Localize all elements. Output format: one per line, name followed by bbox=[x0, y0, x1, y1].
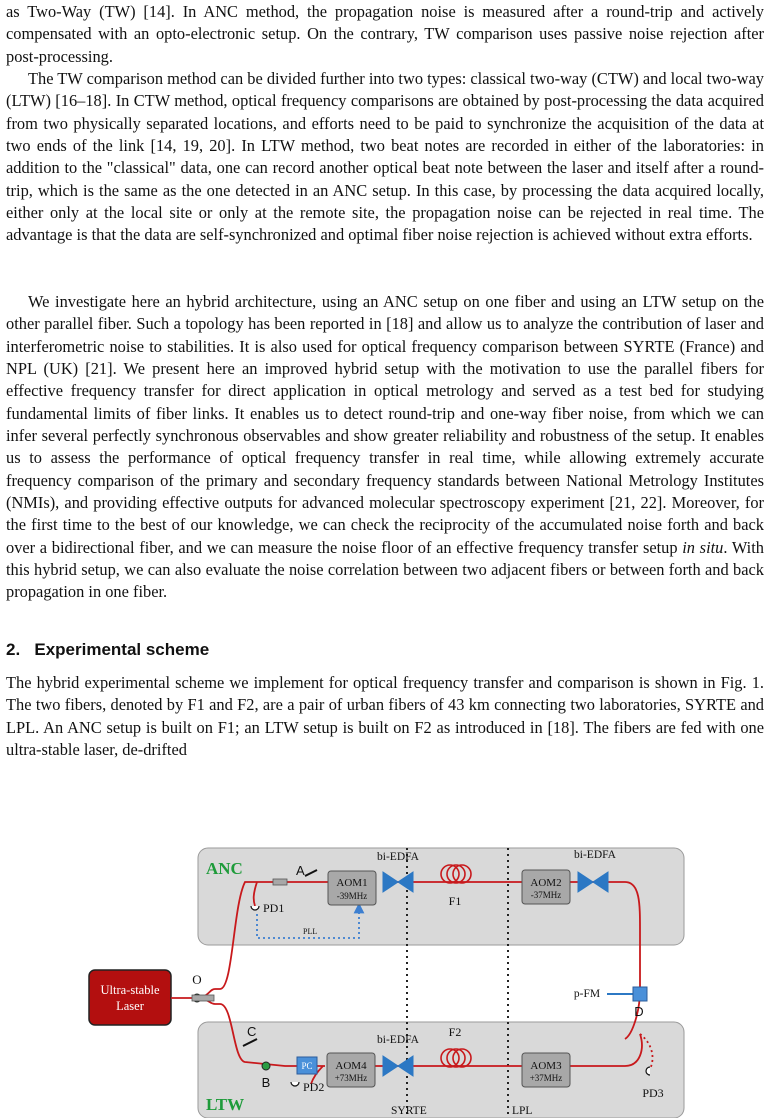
pd2-label: PD2 bbox=[303, 1080, 325, 1094]
ltw-panel bbox=[198, 1022, 684, 1118]
pd1-icon bbox=[251, 906, 259, 910]
paragraph-experimental-scheme: The hybrid experimental scheme we implement for optical frequency transfer and comparison is shown in Fig. 1. The two fibers, denoted by F1 and F2, are a pair of urban fibers of 43 km connecting two laboratories, SYRTE and LPL. An ANC setup is built on F1; an LTW setup is built on F2 as introduced in [18]. The fibers are fed with one ultra-stable laser, de-drifted bbox=[6, 673, 764, 760]
paragraph-tw-methods: The TW comparison method can be divided further into two types: classical two-way (CTW) and local two-way (LTW) [16–18]. In CTW method, optical frequency comparisons are obtained by post-processing the data acquired from two physically separated locations, and efforts need to be paid to synchronize the acquisition of the data at two ends of the link [14, 19, 20]. In LTW method, two beat notes are recorded in either of the laboratories: in addition to the "classical" data, one can record another optical beat note between the laser and itself after a round-trip, which is the same as the one detected in an ANC setup. In this case, by processing the data acquired locally, either only at the local site or only at the remote site, the propagation noise can be rejected in real time. The advantage is that the data are self-synchronized and optimal fiber noise rejection is achieved without extra efforts. bbox=[6, 69, 764, 245]
setup-diagram bbox=[85, 834, 685, 1118]
anc-label: ANC bbox=[206, 859, 243, 878]
section-heading bbox=[6, 640, 209, 660]
laser-label-line2: Laser bbox=[116, 999, 144, 1013]
aom2-freq: -37MHz bbox=[530, 890, 562, 900]
f2-label: F2 bbox=[448, 1025, 462, 1039]
aom2-label: AOM2 bbox=[530, 877, 562, 889]
pfm-label: p-FM bbox=[573, 988, 601, 1000]
coupler-o-block bbox=[192, 995, 214, 1001]
edfa-ltw-label: bi-EDFA bbox=[377, 1034, 419, 1046]
hybrid-text-italic: in situ bbox=[682, 537, 724, 557]
coupler-b bbox=[262, 1062, 270, 1070]
aom3-freq: +37MHz bbox=[529, 1073, 563, 1083]
hybrid-text-end: . With this hybrid setup, we can also evaluate the noise correlation between two adjacent fibers or between forth and back propagation in one fiber. bbox=[6, 537, 764, 602]
point-o-label: O bbox=[192, 972, 202, 987]
syrte-label: SYRTE bbox=[391, 1105, 427, 1117]
pfm-box bbox=[633, 987, 647, 1001]
f1-label: F1 bbox=[448, 894, 462, 908]
coupler-a bbox=[273, 879, 287, 885]
ultra-stable-laser bbox=[89, 970, 171, 1025]
aom1-freq: -39MHz bbox=[336, 891, 368, 901]
pc-label: PC bbox=[301, 1061, 313, 1071]
paragraph-intro-continued: as Two-Way (TW) [14]. In ANC method, the propagation noise is measured after a round-trip and actively compensated with an opto-electronic setup. On the contrary, TW comparison uses passive noise rejection after post-processing. bbox=[6, 2, 764, 66]
edfa-anc-right-label: bi-EDFA bbox=[574, 849, 616, 861]
pll-label: PLL bbox=[303, 927, 318, 936]
aom1-label: AOM1 bbox=[336, 877, 368, 889]
pd3-label: PD3 bbox=[642, 1086, 664, 1100]
pd2-icon bbox=[291, 1082, 299, 1086]
edfa-anc-left-label: bi-EDFA bbox=[377, 851, 419, 863]
point-c-label: C bbox=[247, 1024, 257, 1039]
section-title: Experimental scheme bbox=[34, 640, 210, 659]
point-b-label: B bbox=[261, 1075, 271, 1090]
figure-experimental-setup bbox=[85, 834, 685, 1118]
point-d-label: D bbox=[634, 1004, 644, 1019]
section-number: 2. bbox=[6, 640, 21, 659]
aom4-label: AOM4 bbox=[335, 1060, 367, 1072]
lpl-label: LPL bbox=[512, 1105, 533, 1117]
pd3-icon bbox=[646, 1067, 650, 1075]
aom4-freq: +73MHz bbox=[334, 1073, 368, 1083]
pd1-label: PD1 bbox=[263, 901, 285, 915]
ltw-label: LTW bbox=[206, 1095, 245, 1114]
aom3-label: AOM3 bbox=[530, 1060, 562, 1072]
laser-label-line1: Ultra-stable bbox=[100, 983, 160, 997]
hybrid-text-main: We investigate here an hybrid architecture, using an ANC setup on one fiber and using an LTW setup on the other parallel fiber. Such a topology has been reported in [18] and allow us to analyze the contribution of laser and interferometric noise to stabilities. It is also used for optical frequency comparison between SYRTE (France) and NPL (UK) [21]. We present here an improved hybrid setup with the motivation to use the parallel fibers for effective frequency transfer for direct application in optical metrology and served as a test bed for studying fundamental limits of fiber links. It enables us to detect round-trip and one-way fiber noise, from which we can infer several perfectly synchronous observables and show greater reliability and robustness of the setup. It enables us to assess the performance of optical frequency transfer in real time, while allowing extremely accurate frequency comparison of the primary and secondary frequency standards between National Metrology Institutes (NMIs), and providing effective outputs for advanced molecular spectroscopy experiment [21, 22]. Moreover, for the first time to the best of our knowledge, we can check the reciprocity of the accumulated noise forth and back over a bidirectional fiber, and we can measure the noise floor of an effective frequency transfer setup bbox=[6, 292, 764, 557]
paragraph-hybrid-architecture bbox=[6, 291, 764, 604]
point-a-label: A bbox=[296, 863, 305, 878]
anc-panel bbox=[198, 848, 684, 945]
